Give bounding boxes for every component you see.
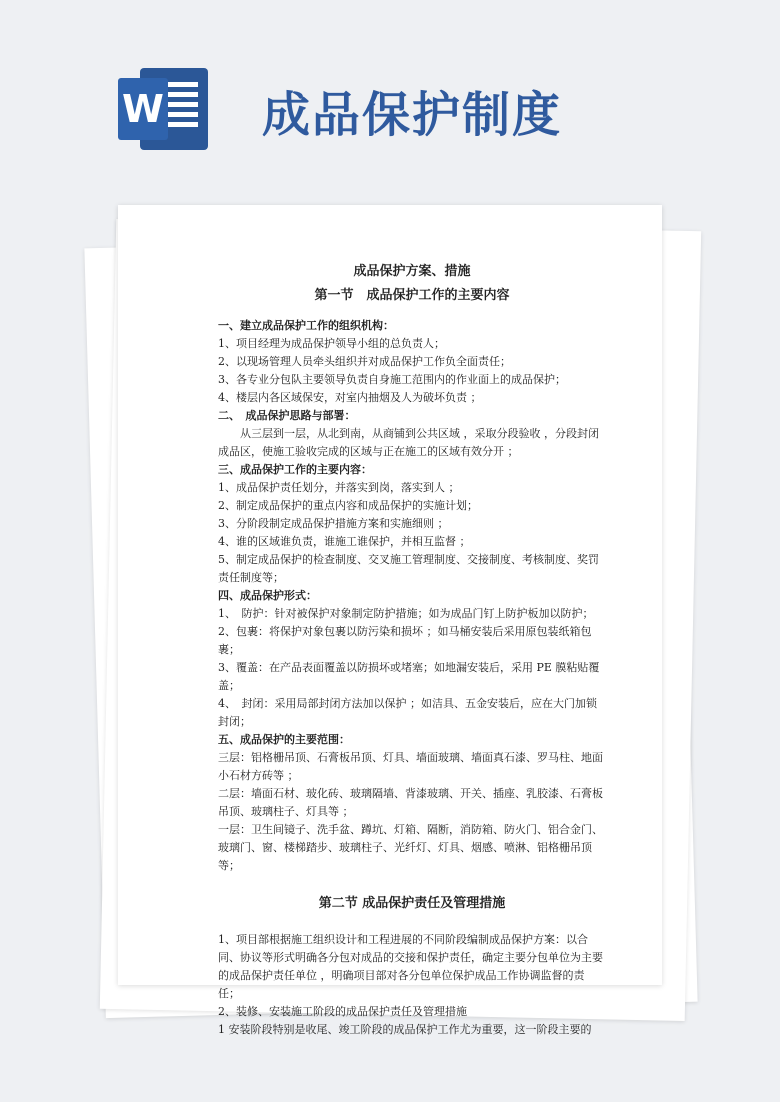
paragraph-line: 从三层到一层，从北到南，从商铺到公共区域 ，采取分段验收 ，分段封闭成品区，使施工验收完成的区域与正在施工的区域有效分开 ； xyxy=(218,427,599,458)
document-page xyxy=(118,205,662,1036)
subheading: 三、成品保护工作的主要内容： xyxy=(218,463,372,476)
paragraph-line: 1、 防护：针对被保护对象制定防护措施；如为成品门钉上防护板加以防护； xyxy=(218,607,594,620)
paragraph-line: 二层：墙面石材、玻化砖、玻璃隔墙、背漆玻璃、开关、插座、乳胶漆、石膏板吊顶、玻璃柱子、灯具等 ； xyxy=(218,787,603,818)
paragraph-line: 1、项目经理为成品保护领导小组的总负责人； xyxy=(218,337,445,350)
document-body xyxy=(218,263,606,1039)
paragraph-line: 5、制定成品保护的检查制度、交叉施工管理制度、交接制度、考核制度、奖罚责任制度等； xyxy=(218,553,599,584)
paragraph-line: 1、项目部根据施工组织设计和工程进展的不同阶段编制成品保护方案：以合同、协议等形式明确各分包对成品的交接和保护责任，确定主要分包单位为主要的成品保护责任单位 ，明确项目部对各分包单位保护成品工作协调监督的责任； xyxy=(218,933,603,1000)
paragraph-line: 1 安装阶段特别是收尾、竣工阶段的成品保护工作尤为重要，这一阶段主要的 xyxy=(218,1023,592,1036)
document-title: 成品保护方案、措施 xyxy=(353,264,471,279)
paragraph-line: 3、各专业分包队主要领导负责自身施工范围内的作业面上的成品保护； xyxy=(218,373,566,386)
section2-heading: 第二节 成品保护责任及管理措施 xyxy=(318,896,506,911)
paragraph-line: 2、装修、安装施工阶段的成品保护责任及管理措施 xyxy=(218,1005,467,1018)
paragraph-line: 4、谁的区域谁负责，谁施工谁保护，并相互监督 ； xyxy=(218,535,471,548)
banner-title: 成品保护制度 xyxy=(262,87,563,143)
paragraph-line: 2、以现场管理人员牵头组织并对成品保护工作负全面责任； xyxy=(218,355,511,368)
banner xyxy=(0,0,780,200)
subheading: 五、成品保护的主要范围： xyxy=(218,733,350,746)
subheading: 四、成品保护形式： xyxy=(218,589,317,602)
subheading: 二、 成品保护思路与部署： xyxy=(218,409,356,422)
paragraph-line: 4、 封闭：采用局部封闭方法加以保护 ；如洁具、五金安装后，应在大门加锁封闭； xyxy=(218,697,597,728)
word-logo-letter: W xyxy=(118,78,168,140)
paragraph-line: 4、楼层内各区域保安，对室内抽烟及人为破坏负责 ； xyxy=(218,391,482,404)
section1-body xyxy=(218,317,606,875)
paragraph-line: 3、覆盖：在产品表面覆盖以防损坏或堵塞；如地漏安装后，采用 PE 膜粘贴覆盖； xyxy=(218,661,600,692)
subheading: 一、建立成品保护工作的组织机构： xyxy=(218,319,394,332)
word-logo-icon xyxy=(118,68,208,150)
paragraph-line: 1、成品保护责任划分，并落实到岗，落实到人 ； xyxy=(218,481,460,494)
paragraph-line: 一层：卫生间镜子、洗手盆、蹲坑、灯箱、隔断，消防箱、防火门、铝合金门、玻璃门、窗、楼梯踏步、玻璃柱子、光纤灯、灯具、烟感、喷淋、铝格栅吊顶等； xyxy=(218,823,603,872)
section1-heading: 第一节 成品保护工作的主要内容 xyxy=(314,288,510,303)
paragraph-line: 2、制定成品保护的重点内容和成品保护的实施计划； xyxy=(218,499,478,512)
paragraph-line: 2、包裹：将保护对象包裹以防污染和损坏 ；如马桶安装后采用原包装纸箱包裹； xyxy=(218,625,592,656)
paragraph-line: 三层：铝格栅吊顶、石膏板吊顶、灯具、墙面玻璃、墙面真石漆、罗马柱、地面小石材方砖等 ； xyxy=(218,751,603,782)
paragraph-line: 3、分阶段制定成品保护措施方案和实施细则 ； xyxy=(218,517,449,530)
section2-body xyxy=(218,931,606,1039)
